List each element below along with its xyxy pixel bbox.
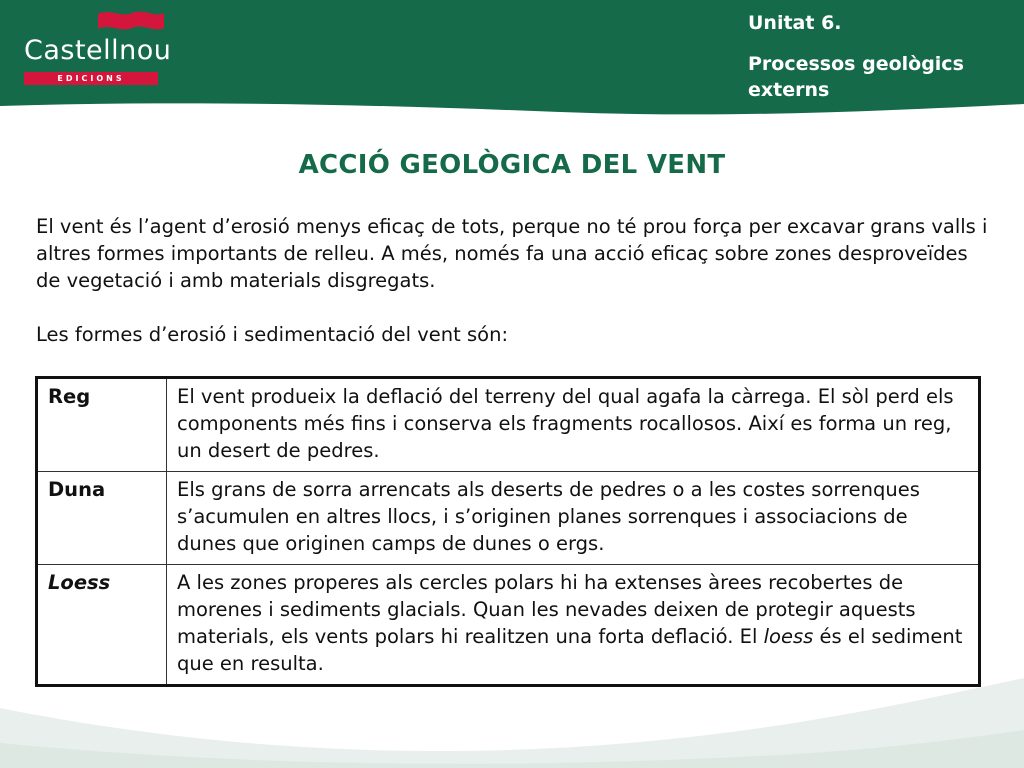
- table-row: [37, 378, 980, 472]
- forms-intro-line: Les formes d’erosió i sedimentació del vent són:: [36, 323, 509, 346]
- unit-number: Unitat 6.: [748, 12, 842, 34]
- unit-subtitle: Processos geològics externs: [748, 53, 964, 101]
- loess-term-inline: loess: [763, 625, 814, 648]
- intro-paragraph: El vent és l’agent d’erosió menys eficaç de tots, perque no té prou força per excavar grans valls i altres formes importants de relleu. A més, només fa una acció eficaç sobre zones desproveïdes de vegetació i amb materials disgregats.: [36, 215, 988, 292]
- header-banner: [0, 0, 1024, 118]
- intro-text: [36, 213, 996, 348]
- logo-tagline: EDICIONS: [24, 72, 158, 85]
- logo-wordmark: Castellnou: [24, 35, 172, 66]
- flag-icon: [96, 10, 166, 38]
- castellnou-logo: [22, 10, 172, 83]
- description-text: A les zones properes als cercles polars hi ha extenses àrees recobertes de morenes i sediments glacials. Quan les nevades deixen de protegir aquests materials, els vents polars hi realitzen una forta deflació. El: [177, 571, 916, 648]
- wind-forms-table: [35, 376, 981, 687]
- description-text: és el sediment que en resulta.: [177, 625, 963, 675]
- page-title: ACCIÓ GEOLÒGICA DEL VENT: [298, 150, 726, 180]
- table-row: [37, 565, 980, 686]
- unit-info: [748, 10, 1018, 103]
- table-row: [37, 472, 980, 565]
- term-cell: Reg: [37, 378, 167, 472]
- term-cell: Loess: [37, 565, 167, 686]
- description-cell: El vent produeix la deflació del terreny del qual agafa la càrrega. El sòl perd els components més fins i conserva els fragments rocallosos. Així es forma un reg, un desert de pedres.: [167, 378, 980, 472]
- description-cell: [167, 565, 980, 686]
- description-cell: Els grans de sorra arrencats als deserts de pedres o a les costes sorrenques s’acumulen en altres llocs, i s’originen planes sorrenques i associacions de dunes que originen camps de dunes o ergs.: [167, 472, 980, 565]
- term-cell: Duna: [37, 472, 167, 565]
